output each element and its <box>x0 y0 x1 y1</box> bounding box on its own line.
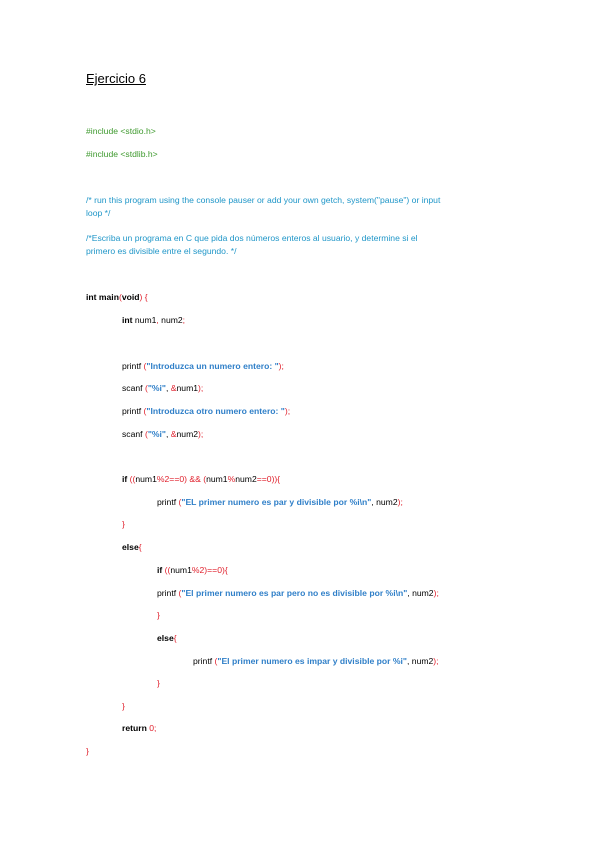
code-else-1 <box>122 541 142 553</box>
token: %2)==0){ <box>191 565 228 575</box>
token: ( <box>178 497 182 507</box>
include-stdio: #include <stdio.h> <box>86 126 156 136</box>
token: else <box>157 633 174 643</box>
token: ); <box>433 588 439 598</box>
code-printf-4 <box>157 587 439 599</box>
token: if <box>157 565 165 575</box>
code-else-2 <box>157 632 177 644</box>
code-close-brace-main: } <box>86 746 89 756</box>
token: ); <box>198 429 204 439</box>
code-main-signature <box>86 291 148 303</box>
token: scanf <box>122 429 145 439</box>
token: & <box>170 383 177 393</box>
token: printf <box>193 656 215 666</box>
token: scanf <box>122 383 145 393</box>
comment-1-line-1: /* run this program using the console pauser or add your own getch, system("pause") or input <box>86 195 441 205</box>
code-close-brace-3: } <box>157 678 160 688</box>
token: ); <box>284 406 291 416</box>
token: , <box>407 656 412 666</box>
token: num1 <box>132 315 157 325</box>
token: num1 <box>206 474 228 484</box>
comment-2-line-2: primero es divisible entre el segundo. */ <box>86 246 237 256</box>
token: , <box>166 429 171 439</box>
token: ( <box>144 429 148 439</box>
comment-1-line-2: loop */ <box>86 208 111 218</box>
token: ==0)){ <box>256 474 281 484</box>
token: ( <box>144 383 148 393</box>
token: num1 <box>170 565 192 575</box>
token: ); <box>433 656 439 666</box>
token: num1 <box>135 474 157 484</box>
token: ; <box>182 315 186 325</box>
token: "El primer numero es impar y divisible por %i" <box>217 656 408 666</box>
token: ; <box>154 723 157 733</box>
code-printf-3 <box>157 496 403 508</box>
token: "EL primer numero es par y divisible por %i\n" <box>181 497 372 507</box>
token: { <box>138 542 142 552</box>
token: int <box>122 315 133 325</box>
token: { <box>142 292 148 302</box>
code-close-brace-2: } <box>157 610 160 620</box>
token: ( <box>118 292 122 302</box>
token: num2 <box>176 429 199 439</box>
token: 0 <box>149 723 154 733</box>
token: num2 <box>412 588 434 598</box>
token: void <box>121 292 140 302</box>
token: "Introduzca otro numero entero: " <box>146 406 285 416</box>
token: else <box>122 542 139 552</box>
token: ) && ( <box>184 474 207 484</box>
code-printf-1 <box>122 360 284 372</box>
token: "%i" <box>147 429 166 439</box>
token: % <box>227 474 236 484</box>
token: return <box>122 723 150 733</box>
token: ( <box>178 588 182 598</box>
token: , <box>371 497 377 507</box>
page-title: Ejercicio 6 <box>86 71 146 86</box>
code-printf-5 <box>193 655 439 667</box>
token: num1 <box>176 383 199 393</box>
token: ); <box>198 383 204 393</box>
token: ); <box>278 361 284 371</box>
token: printf <box>157 497 179 507</box>
token: num2 <box>158 315 183 325</box>
token: int <box>86 292 97 302</box>
code-close-brace-4: } <box>122 701 125 711</box>
token: , <box>407 588 413 598</box>
token: "El primer numero es par pero no es divisible por %i\n" <box>181 588 408 598</box>
token: printf <box>122 406 144 416</box>
token: "Introduzca un numero entero: " <box>146 361 279 371</box>
token: ( <box>214 656 218 666</box>
token: %2==0 <box>156 474 185 484</box>
token: ( <box>143 361 147 371</box>
code-return <box>122 722 156 734</box>
token: (( <box>129 474 136 484</box>
token: num2 <box>376 497 398 507</box>
token: printf <box>157 588 179 598</box>
token: , <box>166 383 171 393</box>
code-scanf-1 <box>122 382 203 394</box>
token: ) <box>139 292 143 302</box>
token: ( <box>143 406 147 416</box>
token: "%i" <box>147 383 166 393</box>
token: { <box>173 633 177 643</box>
include-stdlib: #include <stdlib.h> <box>86 149 158 159</box>
token: ); <box>397 497 403 507</box>
code-close-brace-1: } <box>122 519 125 529</box>
token: num2 <box>235 474 257 484</box>
code-printf-2 <box>122 405 290 417</box>
comment-2-line-1: /*Escriba un programa en C que pida dos números enteros al usuario, y determine si el <box>86 233 418 243</box>
token: & <box>170 429 177 439</box>
code-if-1 <box>122 473 280 485</box>
code-scanf-2 <box>122 428 203 440</box>
code-if-2 <box>157 564 228 576</box>
token: , <box>156 315 159 325</box>
code-declaration <box>122 314 185 326</box>
token: main <box>96 292 119 302</box>
token: (( <box>164 565 171 575</box>
token: if <box>122 474 130 484</box>
token: printf <box>122 361 144 371</box>
token: num2 <box>411 656 434 666</box>
